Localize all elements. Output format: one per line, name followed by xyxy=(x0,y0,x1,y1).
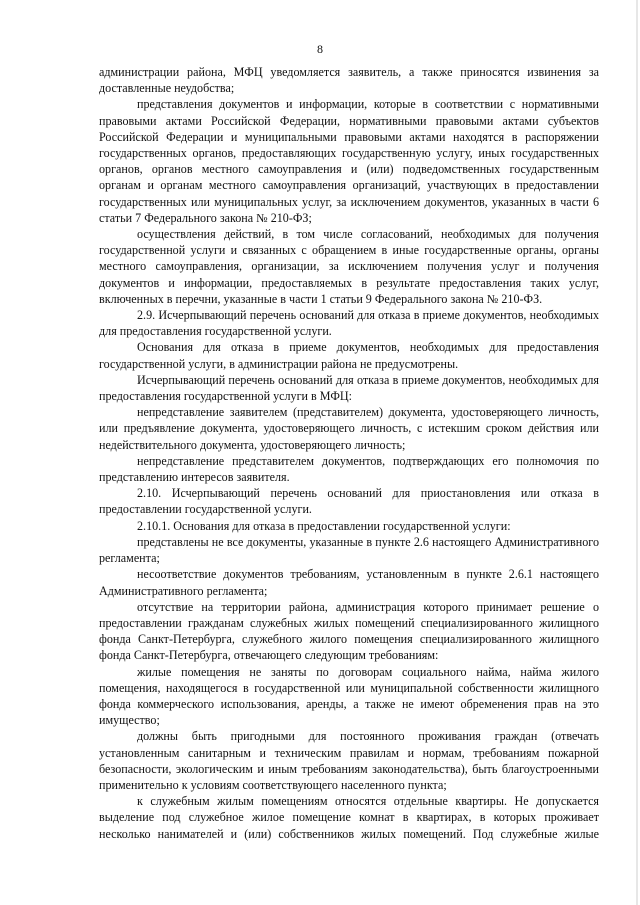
page-number: 8 xyxy=(317,42,323,56)
requirement-not-occupied: жилые помещения не заняты по договорам социального найма, найма жилого помещения, находящегося в государственной или муниципальной собственности жилищного фонда коммерческого использования, аренды, а также не имеют обременения прав на это имущество; xyxy=(99,664,599,728)
section-2-10-1-heading: 2.10.1. Основания для отказа в предоставлении государственной услуги: xyxy=(137,518,511,533)
paragraph-separate-apartments: к служебным жилым помещениям относятся отдельные квартиры. Не допускается выделение под служебное жилое помещение комнат в квартирах, в которых проживает несколько нанимателей и (или) собственников жилых помещений. Под служебные жилые xyxy=(99,794,599,841)
list-item-representative-authority: непредставление представителем документов, подтверждающих его полномочия по представлению интересов заявителя. xyxy=(99,453,599,485)
paragraph-continuation: администрации района, МФЦ уведомляется заявитель, а также приносятся извинения за доставленные неудобства; xyxy=(99,65,599,96)
section-2-10-heading: 2.10. Исчерпывающий перечень оснований для приостановления или отказа в предоставлении государственной услуги. xyxy=(99,486,599,517)
paragraph-no-refusal-grounds-administration: Основания для отказа в приеме документов, необходимых для предоставления государственной услуги, в администрации района не предусмотрены. xyxy=(99,340,599,371)
paragraph-mfc-refusal-list: Исчерпывающий перечень оснований для отказа в приеме документов, необходимых для предоставления государственной услуги в МФЦ: xyxy=(99,372,599,404)
list-item-no-available-housing: отсутствие на территории района, администрация которого принимает решение о предоставлении гражданам служебных жилых помещений специализированного жилищного фонда Санкт-Петербурга, служебного жилого помещения специализированного жилищного фонда Санкт-Петербурга, отвечающего следующим требованиям: xyxy=(99,599,599,663)
document-body xyxy=(99,64,599,842)
requirement-habitable: должны быть пригодными для постоянного проживания граждан (отвечать установленным санитарным и техническим правилам и нормам, требованиям пожарной безопасности, экологическим и иным требованиям законодательства), быть благоустроенными применительно к условиям соответствующего населенного пункта; xyxy=(99,729,599,792)
paragraph-actions-approvals: осуществления действий, в том числе согласований, необходимых для получения государственной услуги и связанных с обращением в иные государственные органы, органы местного самоуправления, организации, за исключением получения услуг и получения документов и информации, предоставляемых в результате предоставления таких услуг, включенных в перечни, указанные в части 1 статьи 9 Федерального закона № 210-ФЗ. xyxy=(99,227,599,306)
list-item-identity-document: непредставление заявителем (представителем) документа, удостоверяющего личность, или предъявление документа, удостоверяющего личность, с истекшим сроком действия или недействительного документа, удостоверяющего личность; xyxy=(99,405,599,452)
paragraph-documents-in-possession: представления документов и информации, которые в соответствии с нормативными правовыми актами Российской Федерации, нормативными правовыми актами субъектов Российской Федерации и муниципальными правовыми актами находятся в распоряжении государственных органов, предоставляющих государственную услугу, иных государственных органов, органов местного самоуправления и (или) подведомственных государственным органам и органам местного самоуправления организаций, участвующих в предоставлении государственных или муниципальных услуг, за исключением документов, указанных в части 6 статьи 7 Федерального закона № 210-ФЗ; xyxy=(99,97,599,225)
list-item-missing-documents: представлены не все документы, указанные в пункте 2.6 настоящего Административного регламента; xyxy=(99,534,599,566)
scan-edge-line xyxy=(636,0,638,905)
list-item-noncompliant-documents: несоответствие документов требованиям, установленным в пункте 2.6.1 настоящего Административного регламента; xyxy=(99,567,599,598)
section-2-9-heading: 2.9. Исчерпывающий перечень оснований для отказа в приеме документов, необходимых для предоставления государственной услуги. xyxy=(99,308,599,339)
